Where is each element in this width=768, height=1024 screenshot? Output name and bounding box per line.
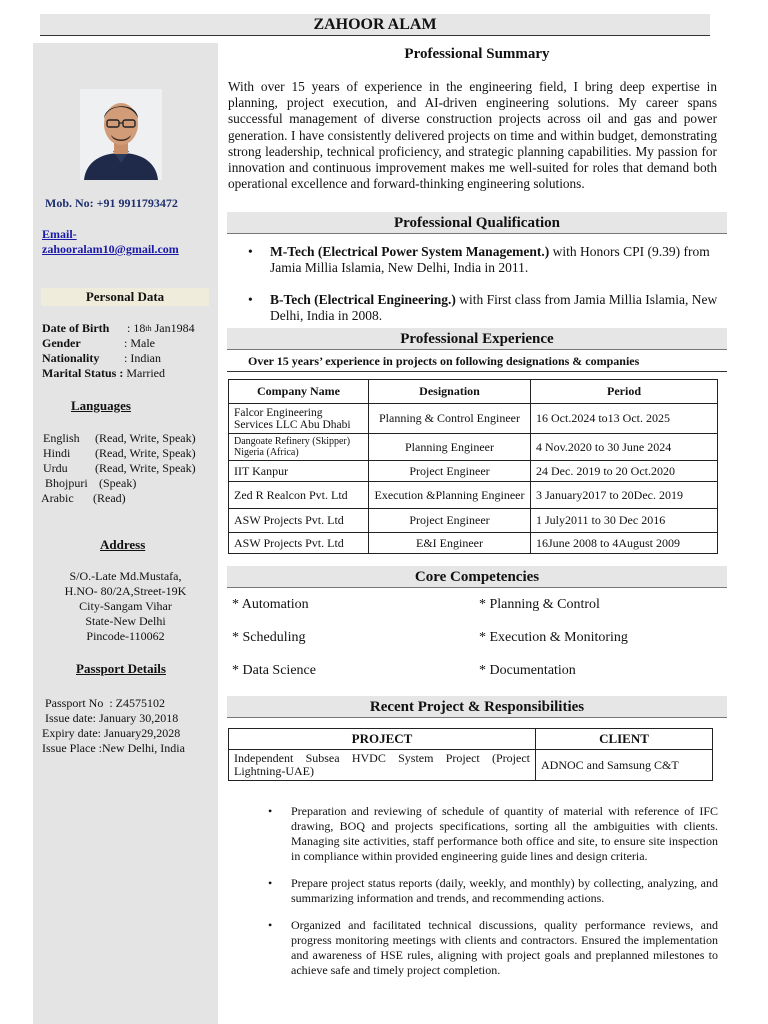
list-item: • Preparation and reviewing of schedule of quantity of material with reference of IFC drawing, BOQ and projects specifications, sorting all the ambiguities with clients. Managing site activities, staff performance both office and site, to ensure site inspection in compliance within provided engineering guide lines and design criteria. (268, 804, 718, 864)
table-row (229, 434, 718, 461)
passport-number: Passport No : Z4575102 (45, 696, 165, 710)
qualification-list (248, 244, 718, 340)
nationality-value: : Indian (124, 351, 161, 365)
marital-value: Married (123, 366, 165, 380)
address-line: City-Sangam Vihar (79, 599, 172, 613)
mobile-number: Mob. No: +91 9911793472 (45, 196, 178, 210)
competency-item: * Scheduling (232, 630, 306, 645)
competency-item: * Automation (232, 597, 309, 612)
designation-cell: Planning Engineer (369, 434, 531, 461)
designation-cell: Project Engineer (369, 509, 531, 533)
qualification-item (248, 244, 718, 276)
table-row (229, 750, 713, 781)
language-row (43, 431, 196, 446)
column-header: CLIENT (536, 729, 713, 750)
competencies-heading: Core Competencies (227, 566, 727, 588)
project-table (228, 728, 713, 781)
language-row (43, 461, 196, 476)
table-header-row (229, 380, 718, 404)
address-line: Pincode-110062 (86, 629, 165, 643)
qualification-item (248, 292, 718, 324)
dob-suffix: th (145, 324, 152, 333)
marital-row (42, 366, 195, 381)
profile-photo (80, 89, 162, 180)
address-heading: Address (100, 537, 146, 552)
company-cell: Falcor Engineering Services LLC Abu Dhabi (229, 404, 369, 434)
period-cell: 3 January2017 to 20Dec. 2019 (531, 482, 718, 509)
language-name: Arabic (41, 491, 74, 505)
language-row (43, 491, 196, 506)
dob-rest: Jan1984 (151, 321, 195, 335)
company-cell: IIT Kanpur (229, 461, 369, 482)
project-name-cell: Independent Subsea HVDC System Project (Project Lightning-UAE) (229, 750, 536, 781)
passport-expiry-date: Expiry date: January29,2028 (42, 726, 181, 740)
language-level: (Speak) (99, 476, 137, 490)
competency-item: * Data Science (232, 663, 316, 678)
company-cell: ASW Projects Pvt. Ltd (229, 533, 369, 554)
email-link[interactable] (42, 227, 179, 257)
client-cell: ADNOC and Samsung C&T (536, 750, 713, 781)
languages-heading: Languages (71, 398, 131, 413)
table-row (229, 533, 718, 554)
period-cell: 24 Dec. 2019 to 20 Oct.2020 (531, 461, 718, 482)
language-name: English (43, 431, 80, 445)
language-row (43, 446, 196, 461)
address-line: H.NO- 80/2A,Street-19K (64, 584, 187, 598)
address-block (33, 569, 218, 644)
experience-table (228, 379, 718, 554)
period-cell: 16June 2008 to 4August 2009 (531, 533, 718, 554)
summary-heading: Professional Summary (404, 46, 550, 62)
table-row (229, 509, 718, 533)
company-cell: Zed R Realcon Pvt. Ltd (229, 482, 369, 509)
passport-issue-place: Issue Place :New Delhi, India (42, 741, 185, 755)
period-cell: 4 Nov.2020 to 30 June 2024 (531, 434, 718, 461)
experience-heading: Professional Experience (227, 328, 727, 350)
address-line: S/O.-Late Md.Mustafa, (69, 569, 182, 583)
column-header: PROJECT (229, 729, 536, 750)
passport-heading: Passport Details (76, 661, 166, 676)
table-row (229, 482, 718, 509)
degree-title: M-Tech (Electrical Power System Management.) (270, 244, 550, 259)
language-level: (Read, Write, Speak) (95, 446, 196, 460)
designation-cell: Planning & Control Engineer (369, 404, 531, 434)
personal-data-heading: Personal Data (41, 288, 209, 306)
languages-list (43, 431, 196, 506)
nationality-row (42, 351, 195, 366)
language-level: (Read, Write, Speak) (95, 461, 196, 475)
nationality-label: Nationality (42, 351, 100, 365)
list-item: • Organized and facilitated technical discussions, quality performance reviews, and progress monitoring meetings with clients and contractors. Ensured the implementation and awareness of HSE rules, aligning with project goals and preplanned milestones to achieve safe and timely project completion. (268, 918, 718, 978)
table-row (229, 404, 718, 434)
gender-row (42, 336, 195, 351)
language-name: Hindi (43, 446, 71, 460)
degree-detail: with First class from Jamia Millia Islamia, New Delhi, India in 2008. (270, 292, 718, 323)
competency-item: * Planning & Control (479, 597, 600, 612)
dob-label: Date of Birth (42, 321, 110, 335)
gender-value: : Male (124, 336, 155, 350)
summary-text: With over 15 years of experience in the engineering field, I bring deep expertise in planning, project execution, and AI-driven engineering solutions. My career spans successful management of diverse construction projects across oil and gas and power generation. I have consistently delivered projects on time and within budget, demonstrating strong leadership, technical proficiency, and strategic planning capabilities. My passion for innovation and continuous improvement makes me well-suited for roles that demand both operational excellence and forward-thinking engineering solutions. (228, 79, 717, 192)
column-header: Designation (369, 380, 531, 404)
table-header-row (229, 729, 713, 750)
language-level: (Read, Write, Speak) (95, 431, 196, 445)
address-line: State-New Delhi (85, 614, 166, 628)
experience-subheading: Over 15 years’ experience in projects on following designations & companies (248, 354, 640, 368)
passport-block (42, 696, 185, 756)
designation-cell: E&I Engineer (369, 533, 531, 554)
project-heading: Recent Project & Responsibilities (227, 696, 727, 718)
language-name: Urdu (43, 461, 68, 475)
dob-row (42, 321, 195, 336)
period-cell: 1 July2011 to 30 Dec 2016 (531, 509, 718, 533)
language-row (43, 476, 196, 491)
degree-detail: with Honors CPI (9.39) from Jamia Millia Islamia, New Delhi, India in 2011. (270, 244, 710, 275)
dob-sep: : (124, 321, 134, 335)
qualification-heading: Professional Qualification (227, 212, 727, 234)
gender-label: Gender (42, 336, 81, 350)
sidebar (33, 43, 218, 1024)
language-name: Bhojpuri (45, 476, 88, 490)
divider (227, 371, 727, 372)
dob-day: 18 (133, 321, 146, 335)
period-cell: 16 Oct.2024 to13 Oct. 2025 (531, 404, 718, 434)
email-label: Email- (42, 227, 77, 241)
marital-label: Marital Status : (42, 366, 124, 380)
column-header: Company Name (229, 380, 369, 404)
company-cell: Dangoate Refinery (Skipper) Nigeria (Africa) (229, 434, 369, 461)
company-cell: ASW Projects Pvt. Ltd (229, 509, 369, 533)
competency-item: * Execution & Monitoring (479, 630, 628, 645)
passport-issue-date: Issue date: January 30,2018 (45, 711, 179, 725)
competency-item: * Documentation (479, 663, 576, 678)
personal-data (42, 321, 195, 381)
column-header: Period (531, 380, 718, 404)
resume-name: ZAHOOR ALAM (40, 14, 710, 36)
email-address: zahooralam10@gmail.com (42, 242, 179, 256)
list-item: • Prepare project status reports (daily, weekly, and monthly) by collecting, analyzing, and summarizing information and trends, and recommending actions. (268, 876, 718, 906)
designation-cell: Project Engineer (369, 461, 531, 482)
responsibilities-list (268, 804, 718, 990)
language-level: (Read) (93, 491, 126, 505)
table-row (229, 461, 718, 482)
designation-cell: Execution &Planning Engineer (369, 482, 531, 509)
degree-title: B-Tech (Electrical Engineering.) (270, 292, 456, 307)
